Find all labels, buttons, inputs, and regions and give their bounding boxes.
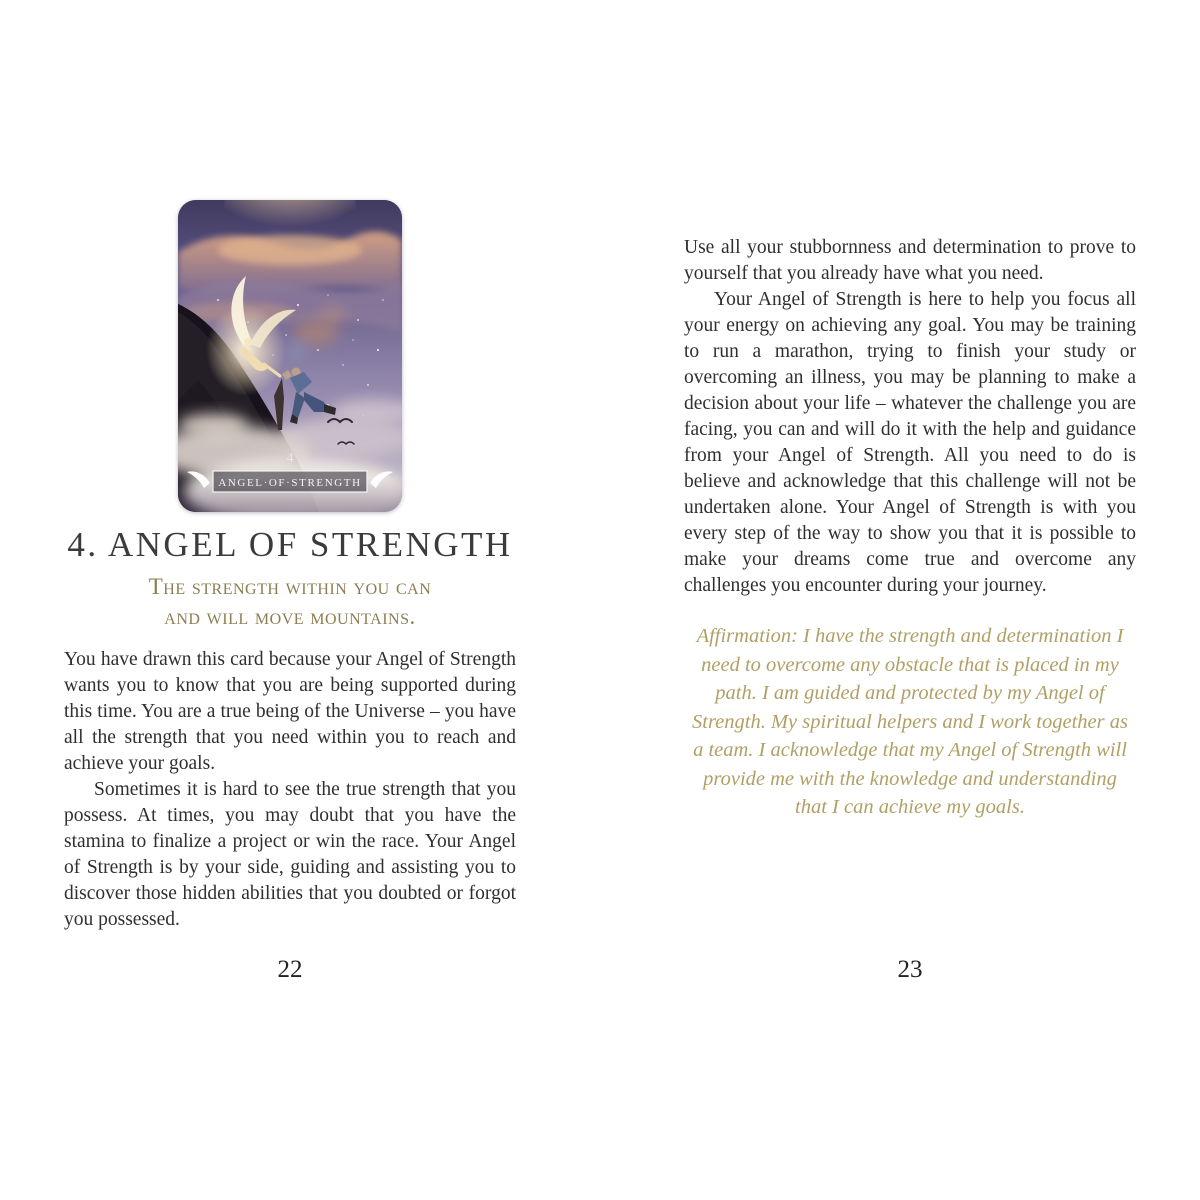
chapter-subtitle-line-1: The strength within you can: [148, 574, 432, 599]
left-paragraph-2: Sometimes it is hard to see the true strength that you possess. At times, you may doubt that you have the stamina to finalize a project or win the race. Your Angel of Strength is by your side, guiding and assisting you to discover those hidden abilities that you doubted or forgot you possessed.: [64, 779, 516, 930]
left-page-number: 22: [277, 956, 303, 983]
right-page-number: 23: [897, 956, 923, 983]
card-number: 4: [286, 451, 294, 466]
card-top-clouds: [178, 231, 402, 332]
affirmation-text: Affirmation: I have the strength and determination I need to overcome any obstacle that is placed in my path. I am guided and protected by my Angel of Strength. My spiritual helpers and I work together as a team. I acknowledge that my Angel of Strength will provide me with the knowledge and understanding that I can achieve my goals.: [692, 625, 1128, 818]
card-title-band: [187, 471, 393, 492]
oracle-card-image: [178, 200, 402, 512]
chapter-subtitle-line-2: and will move mountains.: [164, 604, 416, 629]
chapter-subtitle: [64, 572, 516, 632]
right-page-body: [684, 235, 1136, 599]
right-paragraph-1: Use all your stubbornness and determination to prove to yourself that you already have what you need.: [684, 237, 1136, 284]
right-paragraph-2: Your Angel of Strength is here to help you focus all your energy on achieving any goal. You may be training to run a marathon, trying to finish your study or overcoming an illness, you may be planning to make a decision about your life – whatever the challenge you are facing, you can and will do it with the help and guidance from your Angel of Strength. All you need to do is believe and acknowledge that this challenge will not be undertaken alone. Your Angel of Strength is with you every step of the way to show you that it is possible to make your dreams come true and overcome any challenges you encounter during your journey.: [684, 289, 1136, 596]
card-illustration: [178, 200, 402, 512]
right-page: [684, 0, 1136, 1200]
left-page-body: [64, 647, 516, 933]
card-title-band-label: ANGEL·OF·STRENGTH: [218, 477, 362, 489]
left-paragraph-1: You have drawn this card because your Angel of Strength wants you to know that you are being supported during this time. You are a true being of the Universe – you have all the strength that you need within you to reach and achieve your goals.: [64, 649, 516, 774]
left-page: [64, 0, 516, 1200]
chapter-title: 4. ANGEL OF STRENGTH: [67, 525, 513, 564]
